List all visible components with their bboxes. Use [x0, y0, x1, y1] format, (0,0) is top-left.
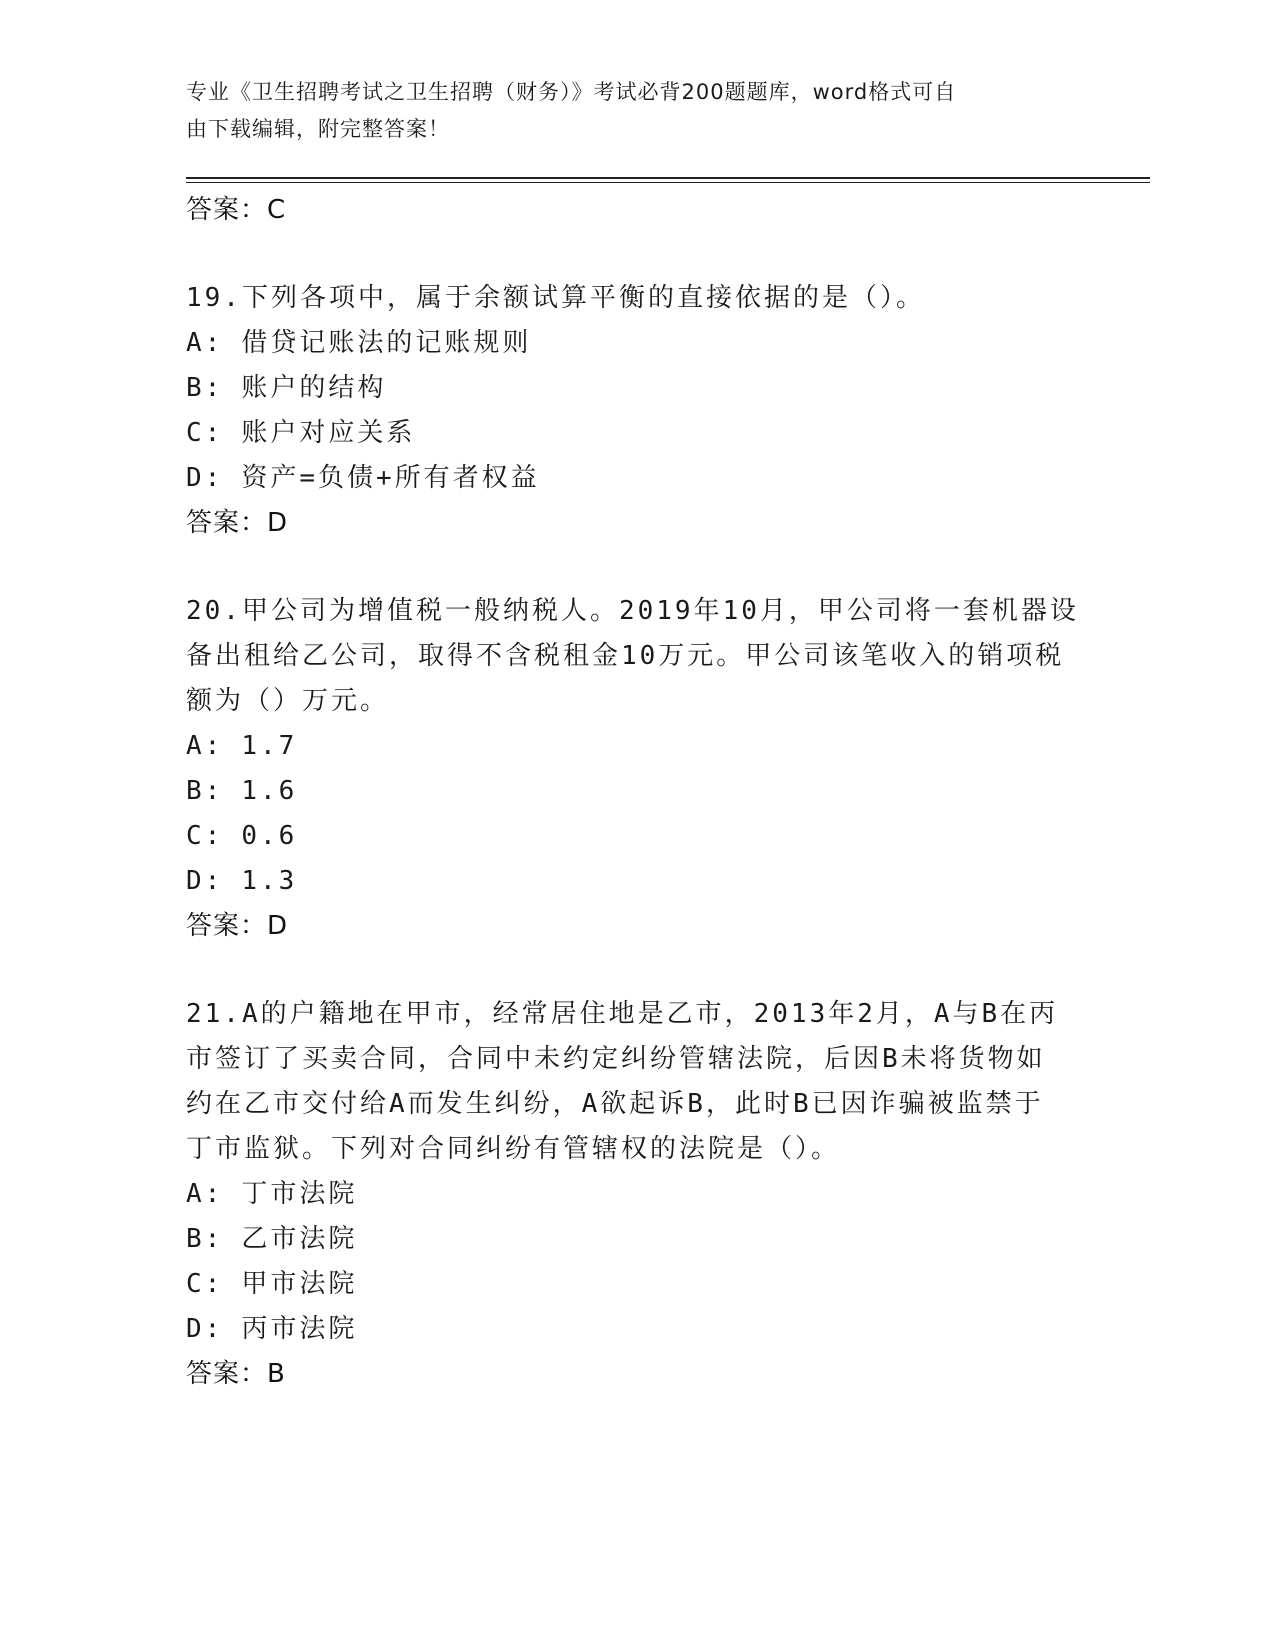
option-text: 资产=负债+所有者权益	[241, 463, 540, 493]
option-b	[186, 769, 1086, 814]
option-key: A:	[186, 328, 224, 358]
option-a	[186, 1172, 1086, 1217]
header-line-1: 专业《卫生招聘考试之卫生招聘（财务）》考试必背200题题库，word格式可自	[186, 80, 957, 104]
document-header	[186, 74, 1066, 148]
option-key: D:	[186, 1314, 224, 1344]
option-text: 账户的结构	[241, 373, 387, 403]
question-text-line: 市签订了买卖合同，合同中未约定纠纷管辖法院，后因B未将货物如	[186, 1044, 1046, 1074]
answer-20: 答案：D	[186, 911, 289, 941]
option-a	[186, 321, 1086, 366]
option-key: A:	[186, 1179, 224, 1209]
option-text: 1.7	[241, 731, 298, 761]
question-text-line: 额为（）万元。	[186, 686, 390, 716]
option-text: 丁市法院	[241, 1179, 358, 1209]
question-20	[186, 589, 1086, 949]
option-key: D:	[186, 463, 224, 493]
option-a	[186, 724, 1086, 769]
option-key: B:	[186, 1224, 224, 1254]
option-b	[186, 1217, 1086, 1262]
question-19	[186, 276, 1086, 546]
option-key: B:	[186, 373, 224, 403]
question-text-line: 约在乙市交付给A而发生纠纷，A欲起诉B，此时B已因诈骗被监禁于	[186, 1089, 1044, 1119]
option-b	[186, 366, 1086, 411]
option-text: 借贷记账法的记账规则	[241, 328, 532, 358]
option-text: 1.6	[241, 776, 298, 806]
answer-previous: 答案：C	[186, 195, 287, 225]
question-text-line: 20.甲公司为增值税一般纳税人。2019年10月，甲公司将一套机器设	[186, 596, 1079, 626]
option-d	[186, 456, 1086, 501]
option-key: D:	[186, 866, 224, 896]
option-text: 甲市法院	[241, 1269, 358, 1299]
document-content	[186, 188, 1086, 1397]
option-text: 账户对应关系	[241, 418, 416, 448]
answer-21: 答案：B	[186, 1359, 286, 1389]
header-divider-thin	[186, 182, 1150, 183]
question-text-line: 丁市监狱。下列对合同纠纷有管辖权的法院是（）。	[186, 1134, 841, 1164]
answer-19: 答案：D	[186, 508, 289, 538]
question-text-line: 21.A的户籍地在甲市，经常居住地是乙市，2013年2月，A与B在丙	[186, 999, 1059, 1029]
option-text: 0.6	[241, 821, 298, 851]
option-key: B:	[186, 776, 224, 806]
header-divider-thick	[186, 177, 1150, 179]
option-key: A:	[186, 731, 224, 761]
option-key: C:	[186, 821, 224, 851]
option-text: 乙市法院	[241, 1224, 358, 1254]
header-line-2: 由下载编辑，附完整答案！	[186, 117, 450, 141]
question-text-line: 备出租给乙公司，取得不含税租金10万元。甲公司该笔收入的销项税	[186, 641, 1065, 671]
option-key: C:	[186, 1269, 224, 1299]
option-d	[186, 1307, 1086, 1352]
option-c	[186, 411, 1086, 456]
option-text: 丙市法院	[241, 1314, 358, 1344]
question-21	[186, 992, 1086, 1397]
option-key: C:	[186, 418, 224, 448]
option-c	[186, 1262, 1086, 1307]
question-text-line: 19.下列各项中，属于余额试算平衡的直接依据的是（）。	[186, 283, 925, 313]
option-d	[186, 859, 1086, 904]
option-c	[186, 814, 1086, 859]
option-text: 1.3	[241, 866, 298, 896]
